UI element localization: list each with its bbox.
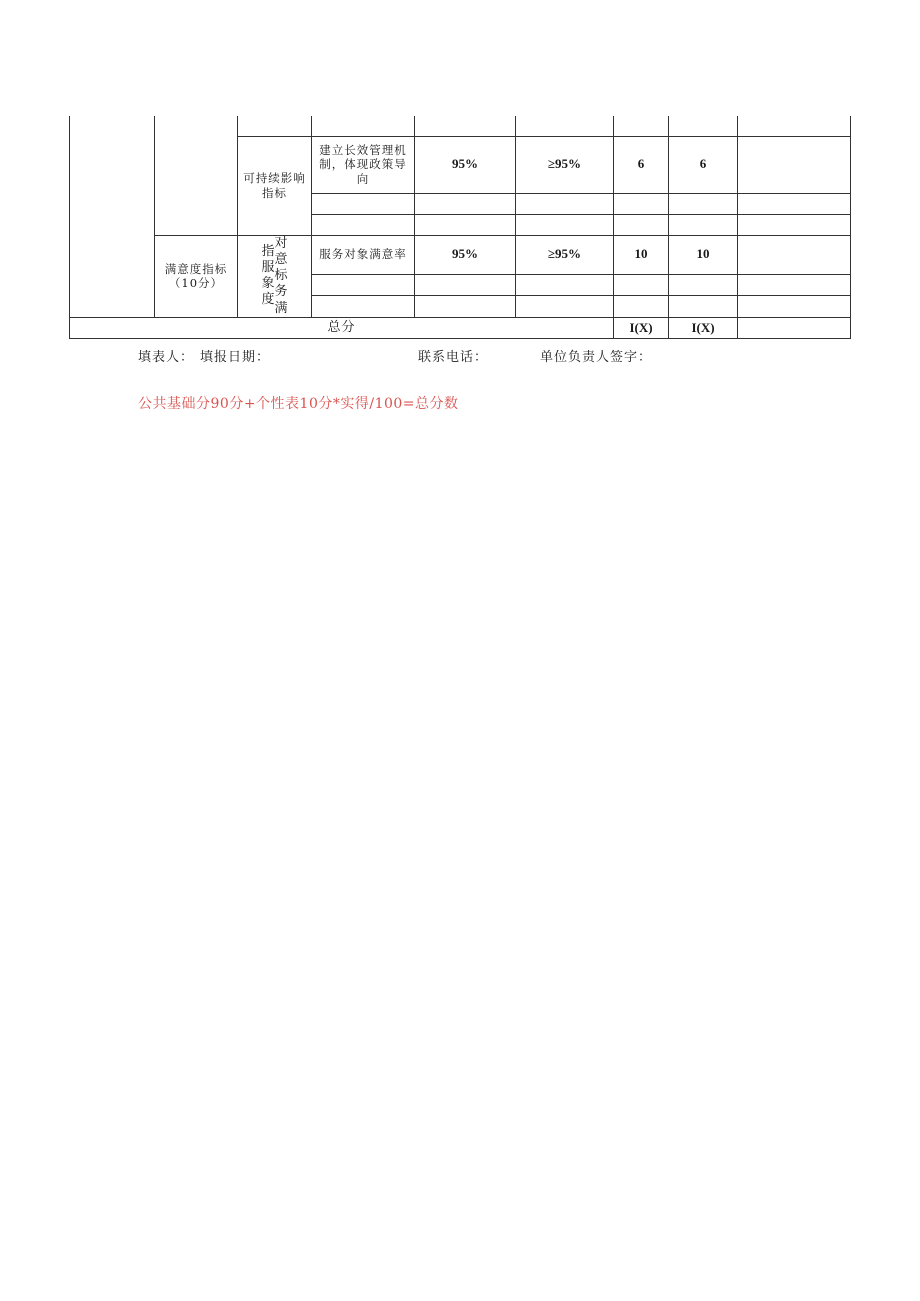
sustain-actual: ≥95%: [516, 136, 614, 193]
cell: [669, 296, 738, 318]
cell: [312, 214, 415, 235]
sustain-annual-target: 95%: [415, 136, 516, 193]
cell: [614, 214, 669, 235]
cell: [669, 116, 738, 136]
score-formula-note: 公共基础分90分+个性表10分*实得/100=总分数: [138, 396, 459, 412]
cell: [415, 116, 516, 136]
performance-table: [69, 116, 851, 339]
table-row: [70, 116, 851, 136]
cell: [312, 193, 415, 214]
satisfaction-score: 10: [669, 235, 738, 274]
total-remark: [738, 317, 851, 338]
cell: [738, 296, 851, 318]
sustain-weight: 6: [614, 136, 669, 193]
cell: [738, 214, 851, 235]
satisfaction-sub-category-text: 指 服 象 度 对 意 标 务 满: [261, 235, 288, 316]
sustain-score: 6: [669, 136, 738, 193]
sustain-category: 可持续影响指标: [238, 136, 312, 235]
cell: [669, 193, 738, 214]
cell: [738, 193, 851, 214]
total-row: [70, 317, 851, 338]
cell: [415, 193, 516, 214]
cell: [516, 274, 614, 296]
satisfaction-actual: ≥95%: [516, 235, 614, 274]
total-score: I(X): [669, 317, 738, 338]
satisfaction-indicator: 服务对象满意率: [312, 235, 415, 274]
signature-footer: [0, 346, 920, 364]
cell: [738, 274, 851, 296]
cell: [738, 116, 851, 136]
level3-cell-blank: [238, 116, 312, 136]
total-weight: I(X): [614, 317, 669, 338]
level1-cell: [70, 116, 155, 317]
cell: [516, 296, 614, 318]
sustain-indicator: 建立长效管理机制，体现政策导向: [312, 136, 415, 193]
cell: [614, 274, 669, 296]
sustain-remark: [738, 136, 851, 193]
cell: [516, 193, 614, 214]
cell: [614, 296, 669, 318]
satisfaction-category: 满意度指标（10分）: [155, 235, 238, 317]
cell: [516, 214, 614, 235]
cell: [669, 214, 738, 235]
signer-label: 单位负责人签字：: [540, 350, 653, 365]
date-label: 填报日期：: [200, 350, 271, 365]
cell: [415, 274, 516, 296]
satisfaction-weight: 10: [614, 235, 669, 274]
cell: [415, 214, 516, 235]
cell: [614, 193, 669, 214]
phone-label: 联系电话：: [418, 350, 489, 365]
cell: [669, 274, 738, 296]
cell: [516, 116, 614, 136]
total-label: 总分: [70, 317, 614, 338]
table-row: [70, 235, 851, 274]
cell: [312, 274, 415, 296]
cell: [312, 296, 415, 318]
filler-label: 填表人：: [138, 350, 195, 365]
satisfaction-sub-category: [238, 235, 312, 317]
satisfaction-remark: [738, 235, 851, 274]
cell: [415, 296, 516, 318]
level2-cell-blank: [155, 116, 238, 235]
cell: [614, 116, 669, 136]
cell: [312, 116, 415, 136]
satisfaction-annual-target: 95%: [415, 235, 516, 274]
